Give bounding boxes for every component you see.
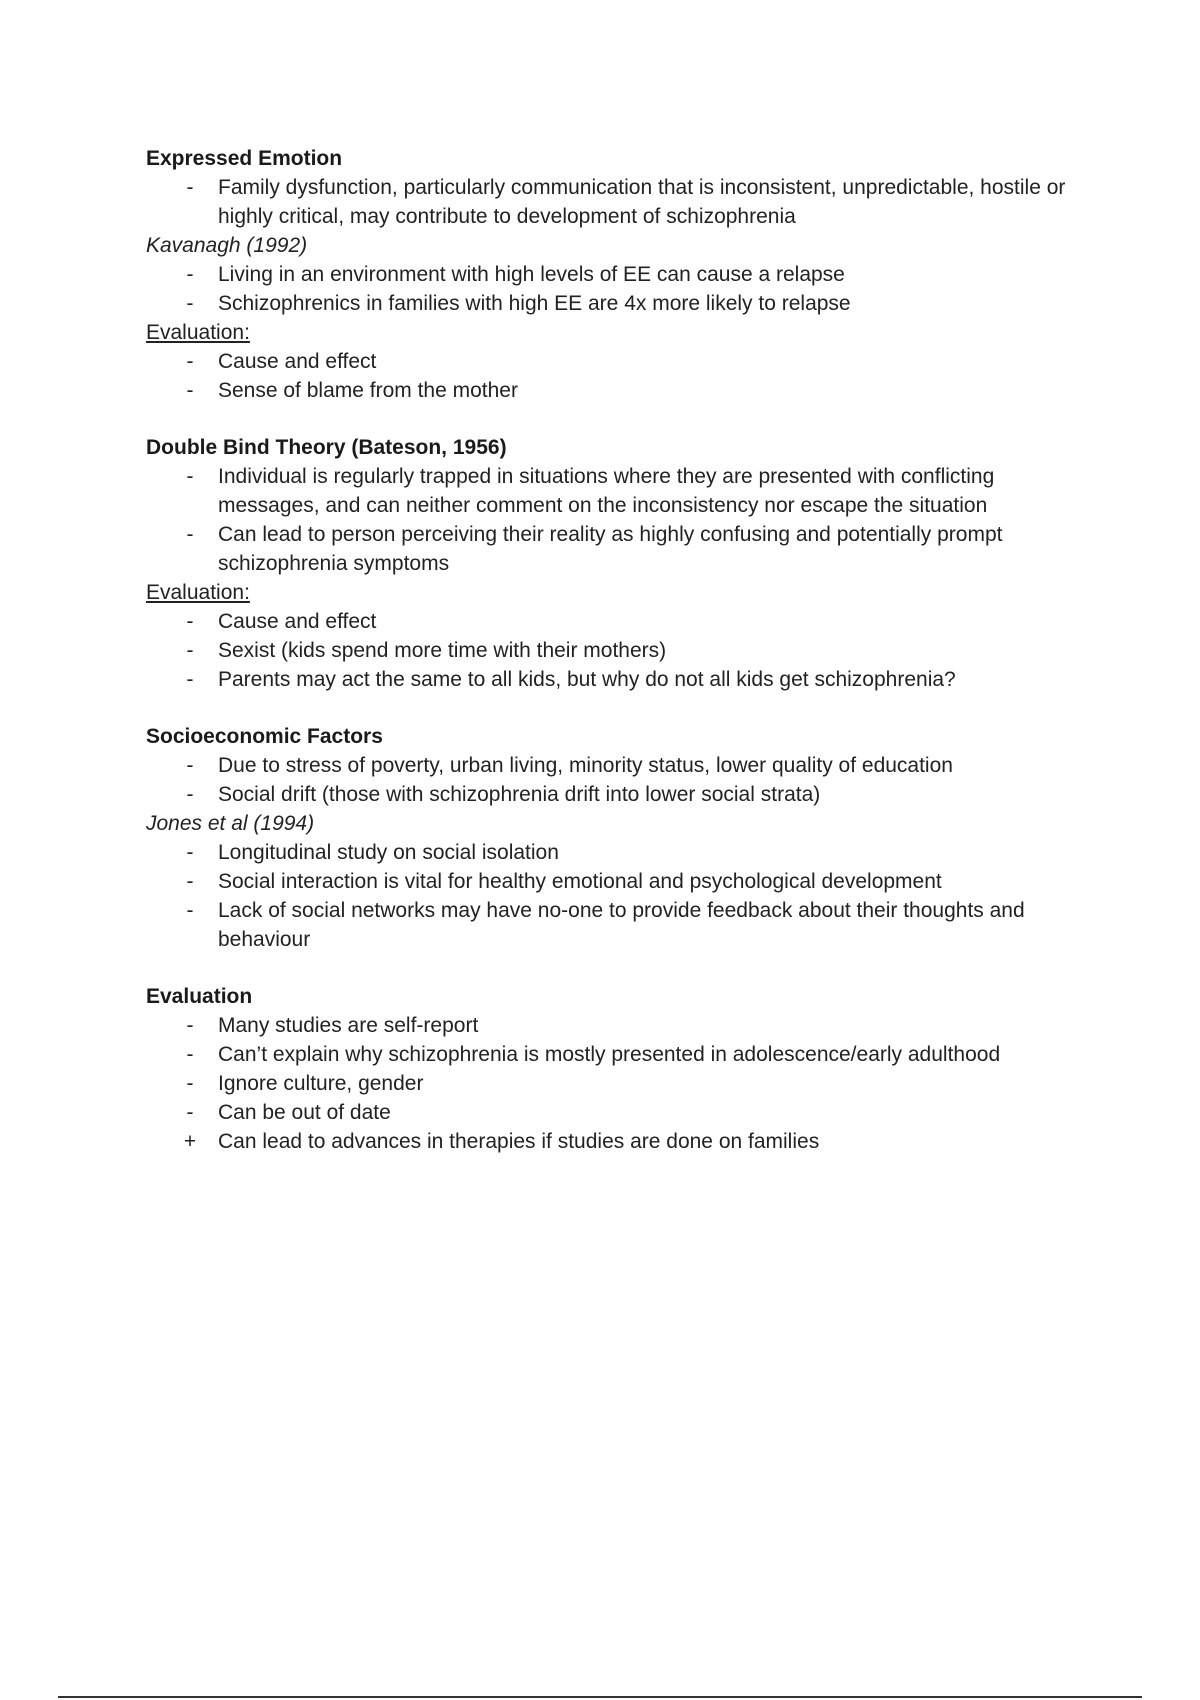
list-item xyxy=(146,867,1096,896)
evaluation-label: Evaluation: xyxy=(146,581,250,604)
list-item xyxy=(146,1069,1096,1098)
list-item-text: Sexist (kids spend more time with their mothers) xyxy=(218,639,667,662)
list-item-text: Cause and effect xyxy=(218,610,377,633)
list-item xyxy=(146,751,1096,780)
bullet-list xyxy=(146,1011,1096,1156)
list-item xyxy=(146,1098,1096,1127)
evaluation-label: Evaluation: xyxy=(146,321,250,344)
list-item-text: Many studies are self-report xyxy=(218,1014,479,1037)
bullet-marker: - xyxy=(186,1101,194,1124)
list-item-text: Ignore culture, gender xyxy=(218,1072,424,1095)
bullet-marker: - xyxy=(186,639,194,662)
list-item xyxy=(146,838,1096,867)
list-item xyxy=(146,1011,1096,1040)
bullet-marker: - xyxy=(186,841,194,864)
bullet-marker: - xyxy=(186,292,194,315)
list-item xyxy=(146,665,1096,694)
bullet-list xyxy=(146,462,1096,578)
list-item-text: Sense of blame from the mother xyxy=(218,379,518,402)
study-bullet-list xyxy=(146,260,1096,318)
bullet-marker: - xyxy=(186,465,194,488)
bullet-marker: - xyxy=(186,176,194,199)
list-item xyxy=(146,780,1096,809)
bullet-marker: - xyxy=(186,754,194,777)
list-item xyxy=(146,462,1096,520)
section-socioeconomic-factors xyxy=(146,722,1096,954)
bullet-marker: - xyxy=(186,523,194,546)
bullet-marker: - xyxy=(186,610,194,633)
list-item xyxy=(146,1040,1096,1069)
bullet-marker: - xyxy=(186,1014,194,1037)
list-item-text: Schizophrenics in families with high EE are 4x more likely to relapse xyxy=(218,292,851,315)
evaluation-bullet-list xyxy=(146,607,1096,694)
section-heading: Double Bind Theory (Bateson, 1956) xyxy=(146,436,507,459)
bullet-marker: + xyxy=(183,1130,197,1153)
bullet-marker: - xyxy=(186,379,194,402)
list-item xyxy=(146,289,1096,318)
bullet-list xyxy=(146,173,1096,231)
list-item-text: Social drift (those with schizophrenia drift into lower social strata) xyxy=(218,783,821,806)
list-item-text: Due to stress of poverty, urban living, minority status, lower quality of education xyxy=(218,754,953,777)
section-heading: Socioeconomic Factors xyxy=(146,725,383,748)
list-item-text: Can’t explain why schizophrenia is mostly presented in adolescence/early adulthood xyxy=(218,1043,1001,1066)
list-item xyxy=(146,376,1096,405)
list-item xyxy=(146,636,1096,665)
list-item-text: Family dysfunction, particularly communication that is inconsistent, unpredictable, hostile or highly critical, may contribute to development of schizophrenia xyxy=(218,176,1066,228)
list-item xyxy=(146,1127,1096,1156)
list-item xyxy=(146,607,1096,636)
bullet-marker: - xyxy=(186,668,194,691)
list-item xyxy=(146,173,1096,231)
list-item-text: Lack of social networks may have no-one to provide feedback about their thoughts and behaviour xyxy=(218,899,1025,951)
study-citation: Kavanagh (1992) xyxy=(146,234,308,257)
section-expressed-emotion xyxy=(146,144,1096,405)
list-item-text: Individual is regularly trapped in situations where they are presented with conflicting messages, and can neither comment on the inconsistency nor escape the situation xyxy=(218,465,995,517)
list-item xyxy=(146,347,1096,376)
evaluation-bullet-list xyxy=(146,347,1096,405)
list-item-text: Can be out of date xyxy=(218,1101,391,1124)
list-item xyxy=(146,260,1096,289)
study-citation: Jones et al (1994) xyxy=(146,812,315,835)
bullet-marker: - xyxy=(186,899,194,922)
bullet-marker: - xyxy=(186,350,194,373)
list-item-text: Longitudinal study on social isolation xyxy=(218,841,559,864)
section-evaluation xyxy=(146,982,1096,1156)
list-item-text: Can lead to person perceiving their reality as highly confusing and potentially prompt schizophrenia symptoms xyxy=(218,523,1003,575)
list-item-text: Parents may act the same to all kids, but why do not all kids get schizophrenia? xyxy=(218,668,956,691)
list-item xyxy=(146,520,1096,578)
section-double-bind-theory xyxy=(146,433,1096,694)
bullet-list xyxy=(146,751,1096,809)
list-item-text: Can lead to advances in therapies if studies are done on families xyxy=(218,1130,820,1153)
list-item xyxy=(146,896,1096,954)
section-heading: Expressed Emotion xyxy=(146,147,343,170)
study-bullet-list xyxy=(146,838,1096,954)
document-page xyxy=(146,144,1096,1184)
bullet-marker: - xyxy=(186,870,194,893)
bullet-marker: - xyxy=(186,1043,194,1066)
list-item-text: Cause and effect xyxy=(218,350,377,373)
bullet-marker: - xyxy=(186,263,194,286)
footer-divider xyxy=(58,1696,1142,1698)
list-item-text: Living in an environment with high levels of EE can cause a relapse xyxy=(218,263,845,286)
bullet-marker: - xyxy=(186,783,194,806)
list-item-text: Social interaction is vital for healthy emotional and psychological development xyxy=(218,870,942,893)
section-heading: Evaluation xyxy=(146,985,253,1008)
bullet-marker: - xyxy=(186,1072,194,1095)
